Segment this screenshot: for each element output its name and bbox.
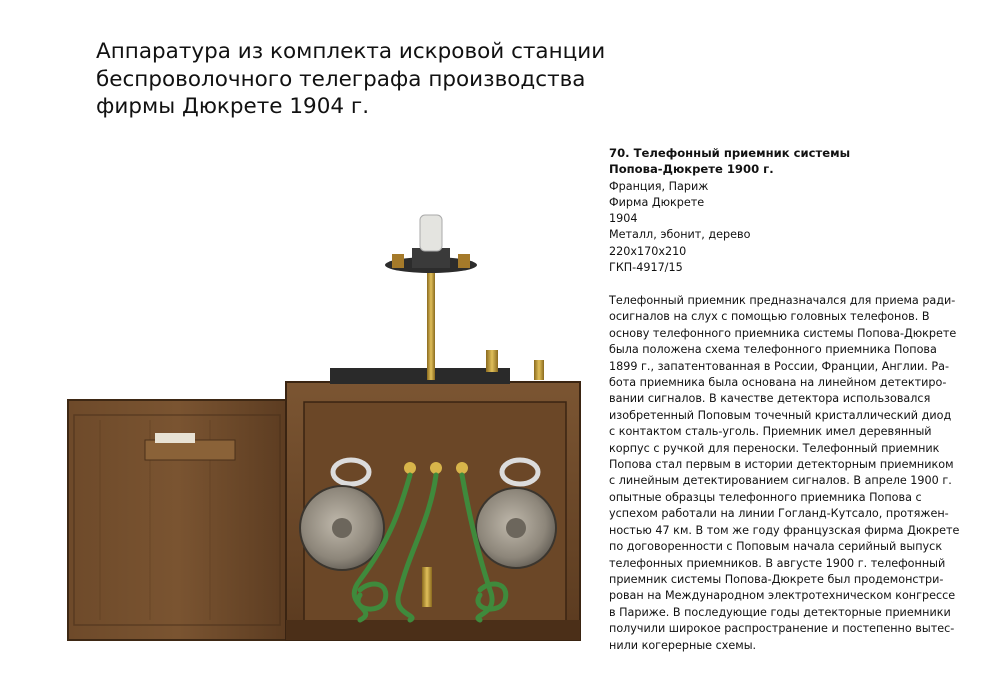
receiver-photo xyxy=(60,210,590,650)
description-line: основу телефонного приемника системы Попова-Дюкрете xyxy=(609,326,957,340)
description-line: по договоренности с Поповым начала серийный выпуск xyxy=(609,540,943,554)
page-title-line: беспроволочного телеграфа производства xyxy=(96,66,586,92)
description-line: приемник системы Попова-Дюкрете был продемонстри- xyxy=(609,572,944,586)
description-line: ностью 47 км. В том же году французская фирма Дюкрете xyxy=(609,523,960,537)
description-text xyxy=(609,293,960,654)
caption-place: Франция, Париж xyxy=(609,179,709,193)
terminals xyxy=(404,462,468,474)
caption-year: 1904 xyxy=(609,212,638,226)
description-line: рован на Международном электротехническом конгрессе xyxy=(609,589,956,603)
description-line: Попова стал первым в истории детекторным приемником xyxy=(609,458,954,472)
description-line: бота приемника была основана на линейном детектиро- xyxy=(609,376,947,390)
caption xyxy=(609,145,939,276)
caption-dimensions: 220х170х210 xyxy=(609,244,687,258)
caption-maker: Фирма Дюкрете xyxy=(609,195,705,209)
page-title-line: фирмы Дюкрете 1904 г. xyxy=(96,94,370,119)
description-line: успехом работали на линии Гогланд-Кутсало, протяжен- xyxy=(609,507,949,521)
description-line: была положена схема телефонного приемника Попова xyxy=(609,343,937,357)
caption-title-line: 70. Телефонный приемник системы xyxy=(609,146,851,160)
page-title-line: Аппаратура из комплекта искровой станции xyxy=(96,39,606,64)
description-line: в Париже. В последующие годы детекторные приемники xyxy=(609,605,951,619)
caption-meta xyxy=(609,179,939,277)
description-line: телефонных приемников. В августе 1900 г. телефонный xyxy=(609,556,946,570)
door-panel xyxy=(68,400,288,640)
brass-plug xyxy=(422,567,432,607)
description-line: с линейным детектированием сигналов. В апреле 1900 г. xyxy=(609,474,952,488)
caption-inventory: ГКП-4917/15 xyxy=(609,261,683,275)
page-title xyxy=(96,38,606,121)
description-line: получили широкое распространение и постепенно вытес- xyxy=(609,622,955,636)
description-line: Телефонный приемник предназначался для приема ради- xyxy=(609,294,956,307)
description-line: корпус с ручкой для переноски. Телефонный приемник xyxy=(609,441,940,455)
description-line: осигналов на слух с помощью головных телефонов. В xyxy=(609,310,930,324)
description-line: опытные образцы телефонного приемника Попова с xyxy=(609,490,922,504)
description-line: 1899 г., запатентованная в России, Франции, Англии. Ра- xyxy=(609,359,950,373)
description-line: нили когерерные схемы. xyxy=(609,638,757,652)
description-line: вании сигналов. В качестве детектора использовался xyxy=(609,392,931,406)
description-line: с контактом сталь-уголь. Приемник имел деревянный xyxy=(609,425,932,439)
detector-assembly xyxy=(330,215,544,384)
caption-materials: Металл, эбонит, дерево xyxy=(609,228,751,242)
caption-title-line: Попова-Дюкрете 1900 г. xyxy=(609,162,774,177)
description-line: изобретенный Поповым точечный кристаллический диод xyxy=(609,408,952,422)
